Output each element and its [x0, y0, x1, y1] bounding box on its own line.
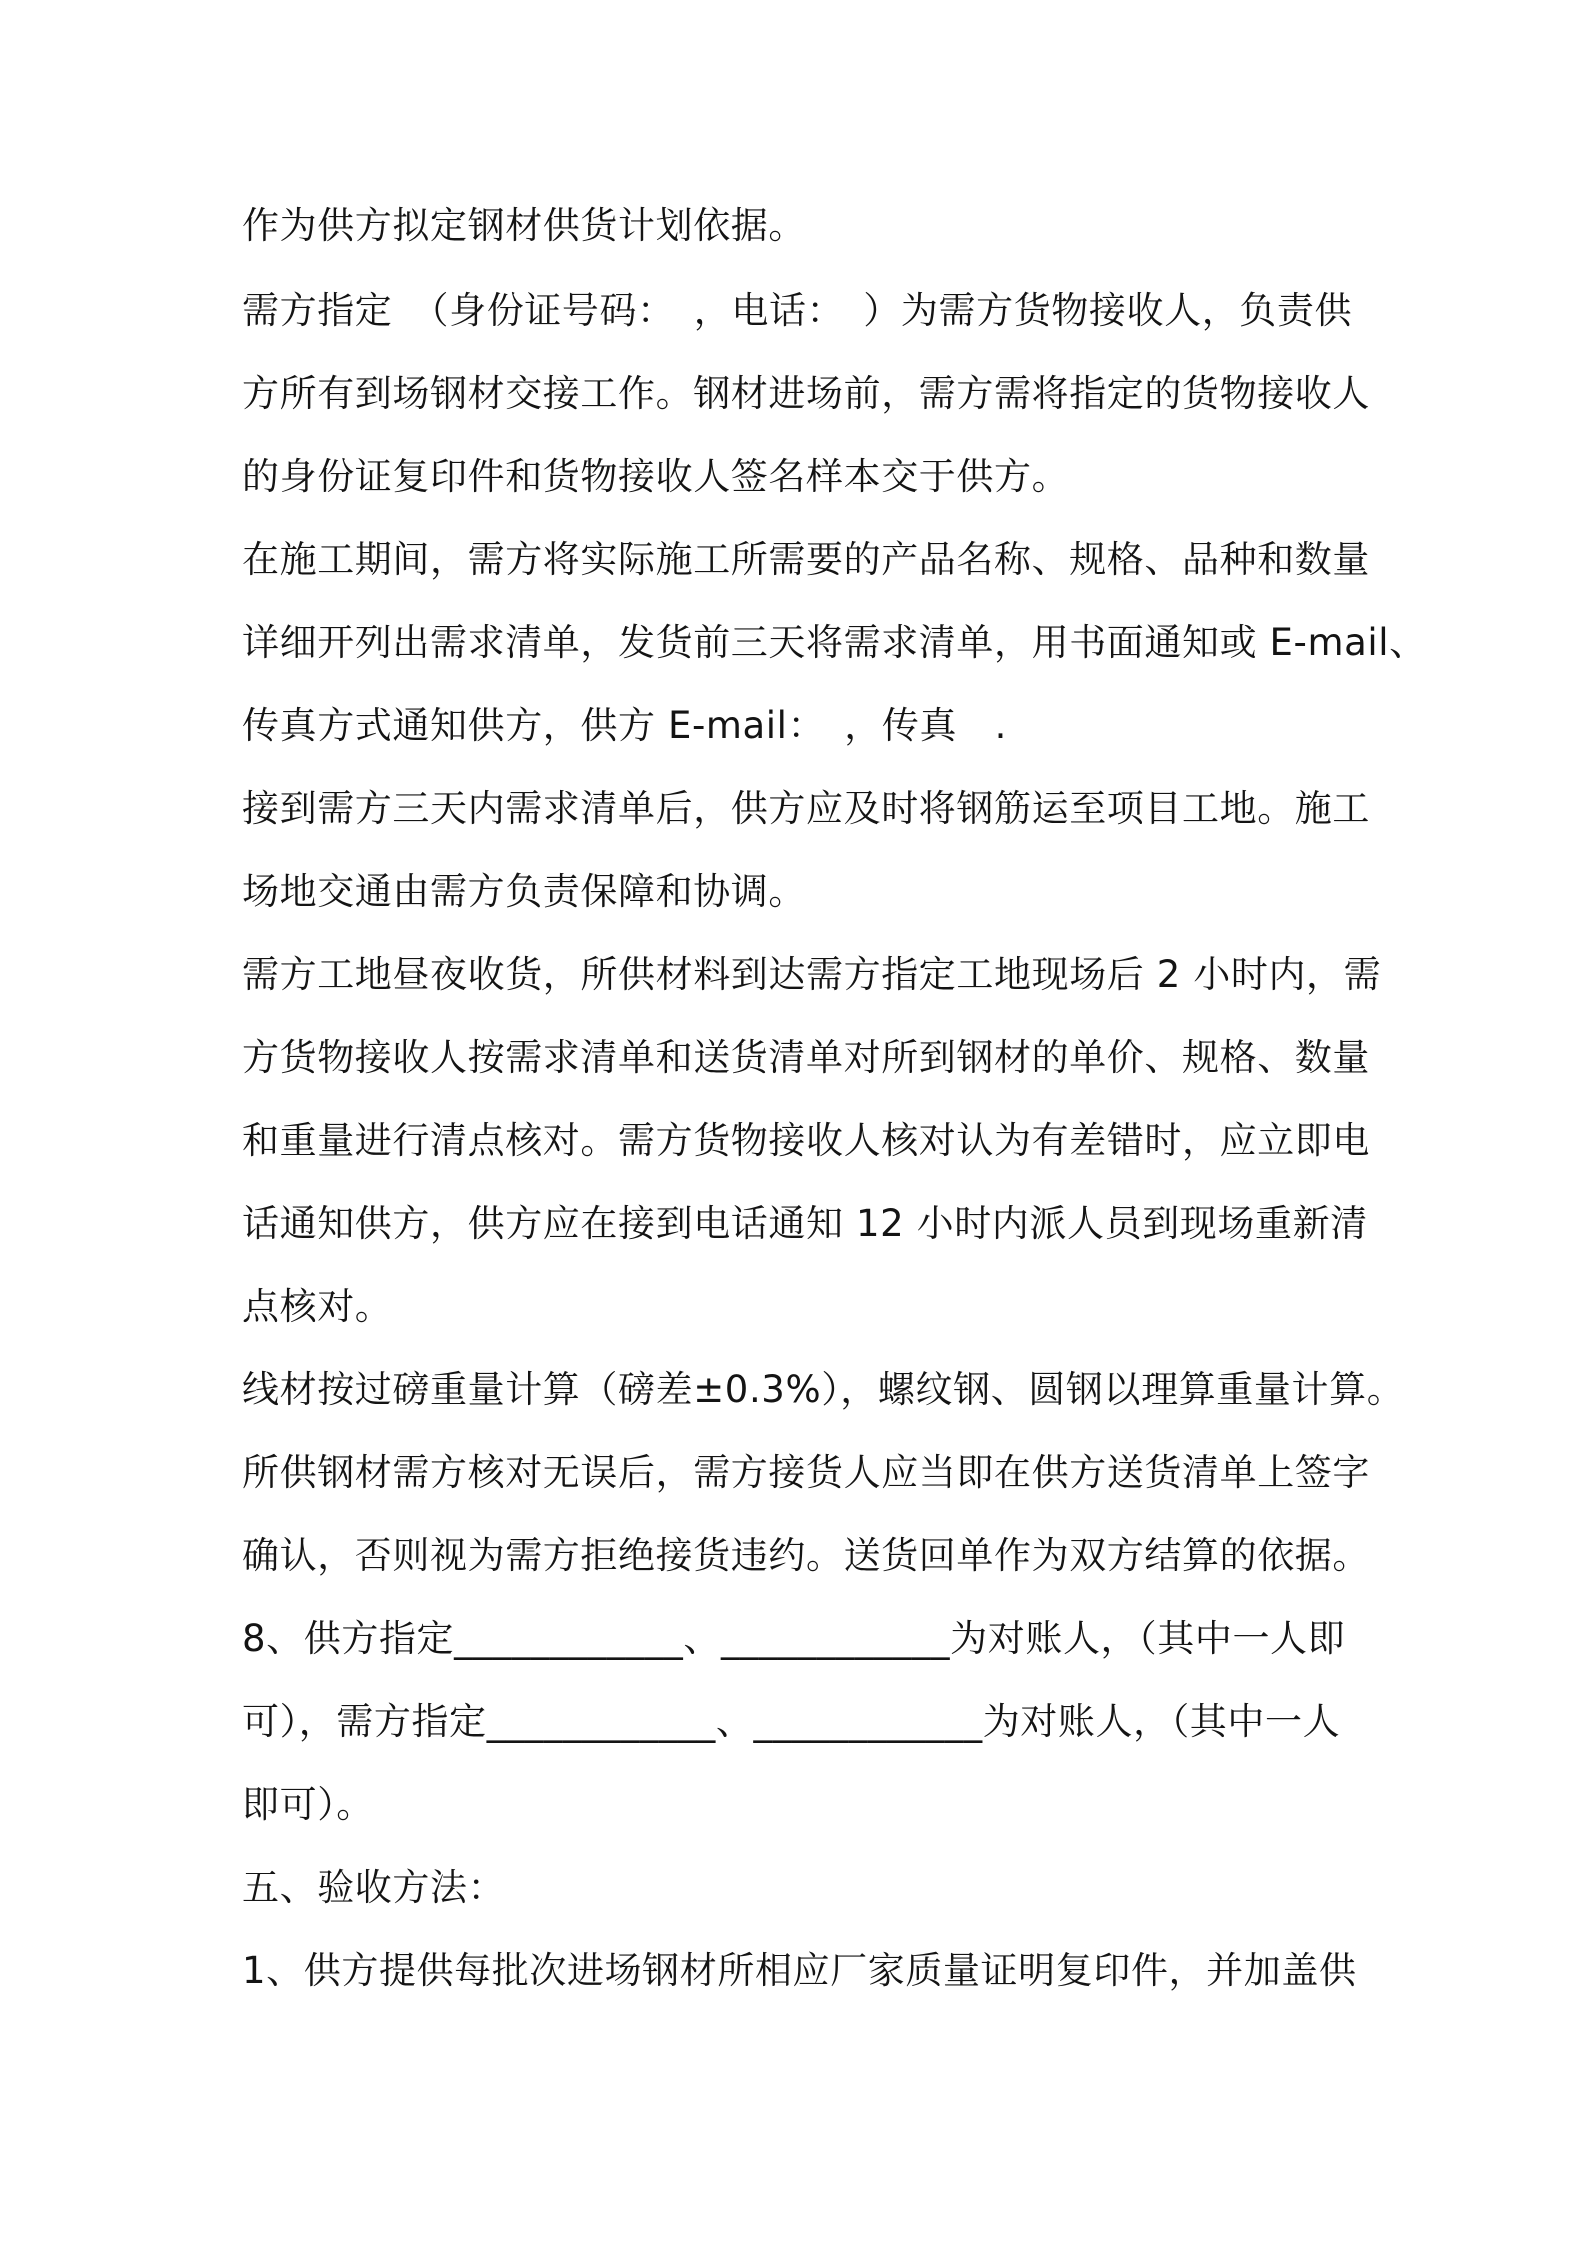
- text-line: 传真方式通知供方，供方 E-mail： ，传真 .: [242, 704, 1008, 747]
- text-line: 线材按过磅重量计算（磅差±0.3%），螺纹钢、圆钢以理算重量计算。: [242, 1368, 1405, 1411]
- text-line: 接到需方三天内需求清单后，供方应及时将钢筋运至项目工地。施工: [242, 787, 1370, 830]
- text-line: 作为供方拟定钢材供货计划依据。: [242, 204, 806, 247]
- text-line: 在施工期间，需方将实际施工所需要的产品名称、规格、品种和数量: [242, 538, 1370, 581]
- text-line: 8、供方指定____________、____________为对账人，（其中一人即: [242, 1617, 1346, 1660]
- text-line: 1、供方提供每批次进场钢材所相应厂家质量证明复印件，并加盖供: [242, 1949, 1357, 1992]
- section-heading: 五、验收方法：: [242, 1866, 506, 1909]
- text-line: 需方指定 （身份证号码： ，电话： ）为需方货物接收人，负责供: [242, 289, 1353, 332]
- text-line: 所供钢材需方核对无误后，需方接货人应当即在供方送货清单上签字: [242, 1451, 1370, 1494]
- text-line: 的身份证复印件和货物接收人签名样本交于供方。: [242, 455, 1070, 498]
- text-line: 话通知供方，供方应在接到电话通知 12 小时内派人员到现场重新清: [242, 1202, 1368, 1245]
- text-line: 和重量进行清点核对。需方货物接收人核对认为有差错时，应立即电: [242, 1119, 1370, 1162]
- text-line: 点核对。: [242, 1285, 393, 1328]
- text-line: 确认，否则视为需方拒绝接货违约。送货回单作为双方结算的依据。: [242, 1534, 1370, 1577]
- text-line: 场地交通由需方负责保障和协调。: [242, 870, 806, 913]
- text-line: 方所有到场钢材交接工作。钢材进场前，需方需将指定的货物接收人: [242, 372, 1370, 415]
- text-line: 详细开列出需求清单，发货前三天将需求清单，用书面通知或 E-mail、: [242, 621, 1427, 664]
- text-line: 需方工地昼夜收货，所供材料到达需方指定工地现场后 2 小时内，需: [242, 953, 1382, 996]
- text-line: 可），需方指定____________、____________为对账人，（其中一人: [242, 1700, 1341, 1743]
- text-line: 即可）。: [242, 1783, 374, 1826]
- text-line: 方货物接收人按需求清单和送货清单对所到钢材的单价、规格、数量: [242, 1036, 1370, 1079]
